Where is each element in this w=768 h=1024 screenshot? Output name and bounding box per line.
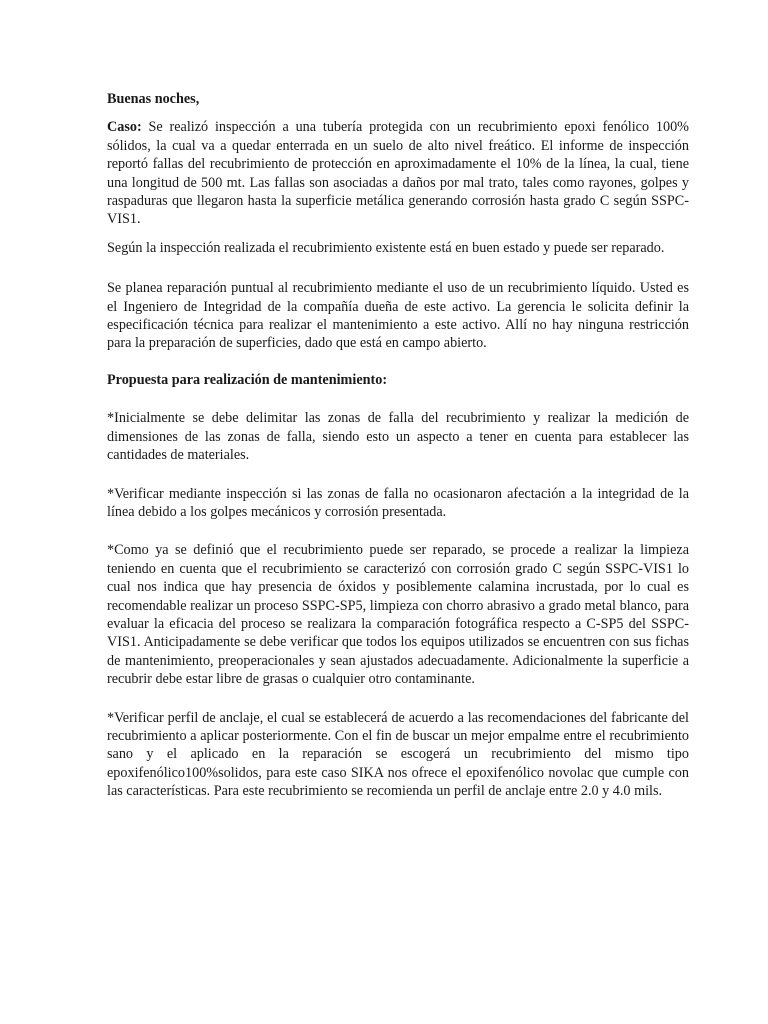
case-text: Se realizó inspección a una tubería protegida con un recubrimiento epoxi fenólico 100% sólidos, la cual va a quedar enterrada en un suelo de alto nivel freático. El informe de inspección reportó fallas del recubrimiento de protección en aproximadamente el 10% de la línea, la cual, tiene una longitud de 500 mt. Las fallas son asociadas a daños por mal trato, tales como rayones, golpes y raspaduras que llegaron hasta la superficie metálica generando corrosión hasta grado C según SSPC-VIS1. bbox=[107, 119, 689, 228]
inspection-paragraph: Según la inspección realizada el recubrimiento existente está en buen estado y puede ser reparado. bbox=[107, 239, 665, 256]
proposal-step-4: *Verificar perfil de anclaje, el cual se establecerá de acuerdo a las recomendaciones del fabricante del recubrimiento a aplicar posteriormente. Con el fin de buscar un mejor empalme entre el recubrimiento sano y el aplicado en la reparación se escogerá un recubrimiento del mismo tipo epoxifenólico100%solidos, para este caso SIKA nos ofrece el epoxifenólico novolac que cumple con las características. Para este recubrimiento se recomienda un perfil de anclaje entre 2.0 y 4.0 mils. bbox=[107, 709, 689, 800]
proposal-step-3: *Como ya se definió que el recubrimiento puede ser reparado, se procede a realizar la limpieza teniendo en cuenta que el recubrimiento se caracterizó con corrosión grado C según SSPC-VIS1 lo cual nos indica que hay presencia de óxidos y posiblemente calamina incrustada, por lo cual es recomendable realizar un proceso SSPC-SP5, limpieza con chorro abrasivo a grado metal blanco, para evaluar la eficacia del proceso se realizara la comparación fotográfica respecto a C-SP5 del SSPC-VIS1. Anticipadamente se debe verificar que todos los equipos utilizados se encuentren con sus fichas de mantenimiento, preoperacionales y sean ajustados adecuadamente. Adicionalmente la superficie a recubrir debe estar libre de grasas o cualquier otro contaminante. bbox=[107, 542, 689, 688]
proposal-step-2: *Verificar mediante inspección si las zonas de falla no ocasionaron afectación a la integridad de la línea debido a los golpes mecánicos y corrosión presentada. bbox=[107, 485, 689, 520]
proposal-heading: Propuesta para realización de mantenimiento: bbox=[107, 371, 388, 388]
proposal-step-1: *Inicialmente se debe delimitar las zonas de falla del recubrimiento y realizar la medición de dimensiones de las zonas de falla, siendo esto un aspecto a tener en cuenta para establecer las cantidades de materiales. bbox=[107, 410, 689, 464]
greeting: Buenas noches, bbox=[107, 91, 200, 107]
case-paragraph bbox=[107, 118, 689, 228]
case-label: Caso: bbox=[107, 119, 142, 136]
document-page bbox=[107, 90, 689, 821]
plan-paragraph: Se planea reparación puntual al recubrimiento mediante el uso de un recubrimiento líquido. Usted es el Ingeniero de Integridad de la compañía dueña de este activo. La gerencia le solicita definir la especificación técnica para realizar el mantenimiento a este activo. Allí no hay ninguna restricción para la preparación de superficies, dado que está en campo abierto. bbox=[107, 280, 689, 352]
